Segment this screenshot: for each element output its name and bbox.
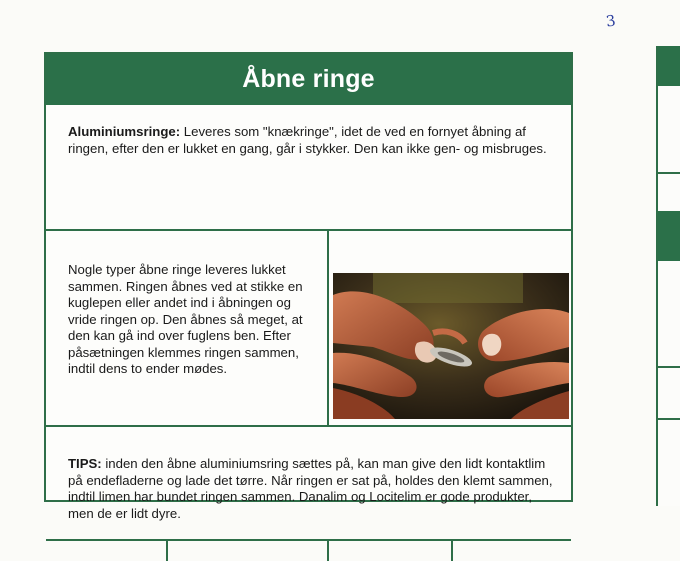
adjacent-divider [658, 418, 680, 420]
adjacent-green-band [658, 211, 680, 261]
column-divider [327, 231, 329, 425]
aluminium-rings-text [68, 124, 554, 157]
card-title: Åbne ringe [46, 54, 571, 105]
aluminium-rings-heading: Aluminiumsringe: [68, 124, 181, 139]
tips-body: inden den åbne aluminiumsring sættes på, kan man give den lidt kontaktlim på endefladerne og lade det tørre. Når ringen er sat på, holdes den klemt sammen, indtil limen har bundet ringen sammen. Danalim og Locitelim er gode produkter, men de er lidt dyre. [68, 456, 553, 521]
adjacent-title-band [658, 46, 680, 86]
next-row-border [46, 539, 571, 559]
hands-holding-ring-image [333, 273, 569, 419]
aluminium-rings-body: Leveres som "knækringe", idet de ved en fornyet åbning af ringen, efter den er lukket en gang, går i stykker. Den kan ikke gen- og misbruges. [68, 124, 547, 156]
tips-heading: TIPS: [68, 456, 102, 471]
page-number: 3 [604, 11, 617, 31]
tips-text [68, 456, 554, 522]
adjacent-divider [658, 172, 680, 174]
opening-rings-text: Nogle typer åbne ringe leveres lukket sammen. Ringen åbnes ved at stikke en kuglepen eller andet ind i åbningen og vride ringen op. Den åbnes så meget, at den kan gå ind over fuglens ben. Efter påsætningen klemmes ringen sammen, indtil dens to ender mødes. [68, 262, 303, 376]
adjacent-card-edge [656, 46, 680, 506]
ring-photo [333, 273, 569, 419]
section-opening-rings [46, 231, 571, 427]
next-row-divider [451, 541, 453, 561]
section-tips [46, 427, 571, 538]
next-row-divider [166, 541, 168, 561]
next-row-divider [327, 541, 329, 561]
info-card [44, 52, 573, 521]
adjacent-divider [658, 366, 680, 368]
